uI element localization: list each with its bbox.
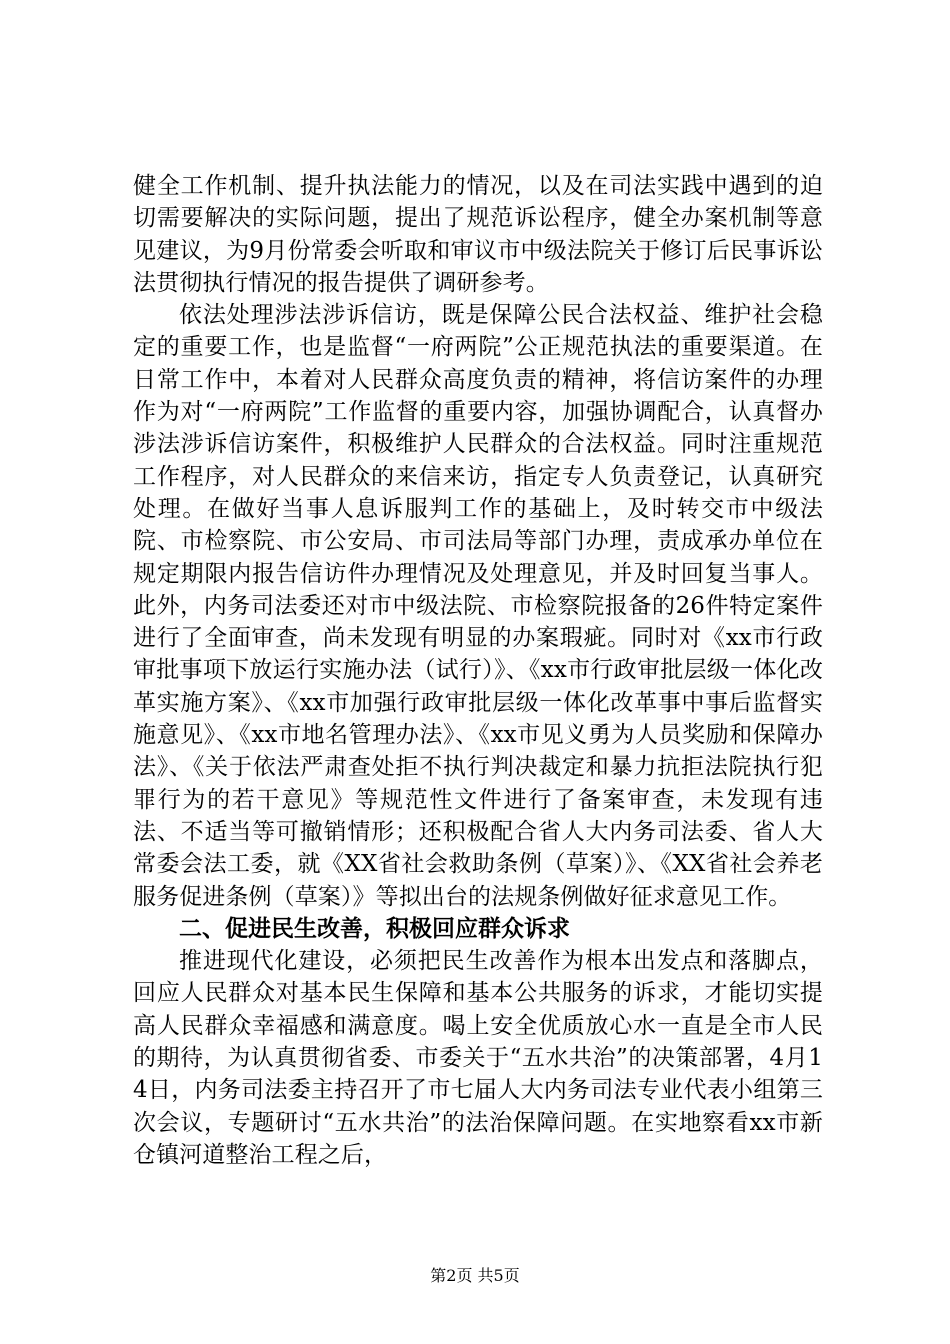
paragraph-petition-handling: 依法处理涉法涉诉信访，既是保障公民合法权益、维护社会稳定的重要工作，也是监督“一府两院”公正规范执法的重要渠道。在日常工作中，本着对人民群众高度负责的精神，将信访案件的办理作为对“一府两院”工作监督的重要内容，加强协调配合，认真督办涉法涉诉信访案件，积极维护人民群众的合法权益。同时注重规范工作程序，对人民群众的来信来访，指定专人负责登记，认真研究处理。在做好当事人息诉服判工作的基础上，及时转交市中级法院、市检察院、市公安局、市司法局等部门办理，责成承办单位在规定期限内报告信访件办理情况及处理意见，并及时回复当事人。此外，内务司法委还对市中级法院、市检察院报备的26件特定案件进行了全面审查，尚未发现有明显的办案瑕疵。同时对《xx市行政审批事项下放运行实施办法（试行）》、《xx市行政审批层级一体化改革实施方案》、《xx市加强行政审批层级一体化改革事中事后监督实施意见》、《xx市地名管理办法》、《xx市见义勇为人员奖励和保障办法》、《关于依法严肃查处拒不执行判决裁定和暴力抗拒法院执行犯罪行为的若干意见》等规范性文件进行了备案审查，未发现有违法、不适当等可撤销情形；还积极配合省人大内务司法委、省人大常委会法工委，就《XX省社会救助条例（草案）》、《XX省社会养老服务促进条例（草案）》等拟出台的法规条例做好征求意见工作。 (133, 302, 823, 910)
paragraph-livelihood: 推进现代化建设，必须把民生改善作为根本出发点和落脚点，回应人民群众对基本民生保障和基本公共服务的诉求，才能切实提高人民群众幸福感和满意度。喝上安全优质放心水一直是全市人民的期待，为认真贯彻省委、市委关于“五水共治”的决策部署，4月14日，内务司法委主持召开了市七届人大内务司法专业代表小组第三次会议，专题研讨“五水共治”的法治保障问题。在实地察看xx市新仓镇河道整治工程之后， (133, 948, 823, 1168)
paragraph-continued: 健全工作机制、提升执法能力的情况，以及在司法实践中遇到的迫切需要解决的实际问题，提出了规范诉讼程序，健全办案机制等意见建议，为9月份常委会听取和审议市中级法院关于修订后民事诉讼法贯彻执行情况的报告提供了调研参考。 (133, 173, 823, 296)
section-heading: 二、促进民生改善，积极回应群众诉求 (179, 915, 570, 942)
document-body (133, 170, 823, 1171)
page-number-footer: 第2页 共5页 (430, 1266, 520, 1285)
